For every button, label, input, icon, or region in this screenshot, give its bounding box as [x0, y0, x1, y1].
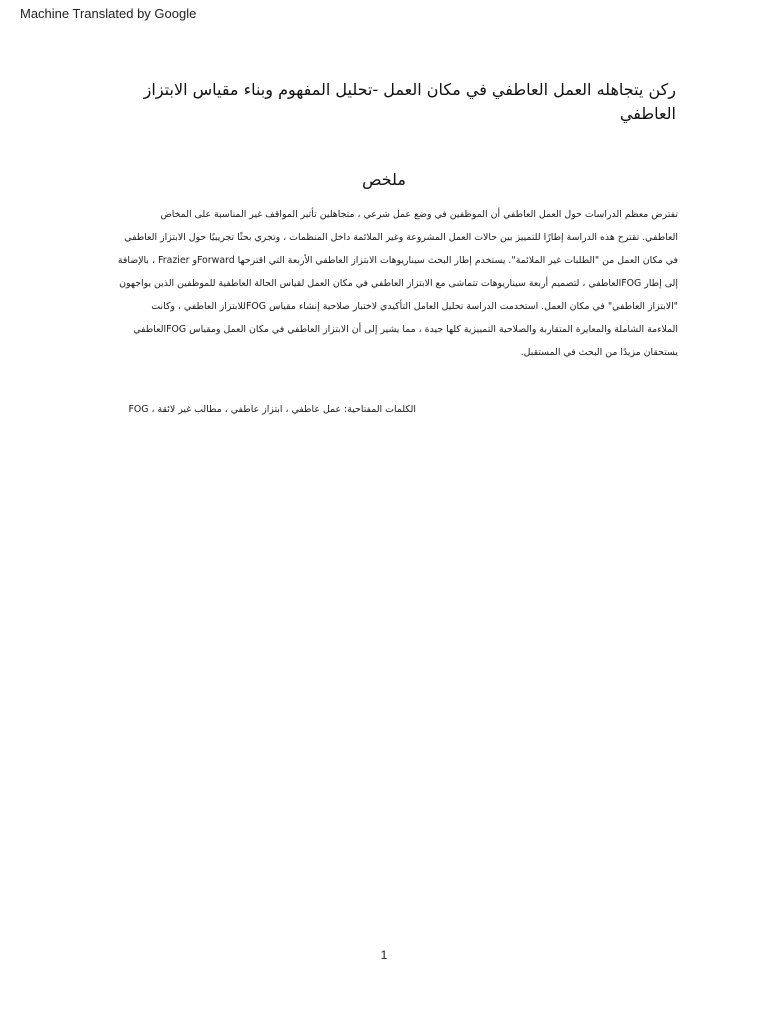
abstract-body [85, 206, 678, 367]
machine-translation-banner: Machine Translated by Google [20, 6, 197, 21]
abstract-line: يستحقان مزيدًا من البحث في المستقبل. [520, 347, 678, 358]
abstract-line: تفترض معظم الدراسات حول العمل العاطفي أن الموظفين في وضع عمل شرعي ، متجاهلين تأثير المواقف غير المناسبة على المخاض [160, 209, 678, 220]
abstract-line: العاطفي. تقترح هذه الدراسة إطارًا للتمييز بين حالات العمل المشروعة وغير الملائمة داخل المنظمات ، وتجري بحثًا تجريبيًا حول الابتزاز العاطفي [124, 232, 678, 243]
abstract-line: "الابتزاز العاطفي" في مكان العمل. استخدمت الدراسة تحليل العامل التأكيدي لاختبار صلاحية إنشاء مقياس FOGللابتزاز العاطفي ، وكانت [151, 301, 678, 312]
abstract-line: في مكان العمل من "الطلبات غير الملائمة". يستخدم إطار البحث سيناريوهات الابتزاز العاطفي الأربعة التي اقترحها Forwardو Frazier ، بالإضافة [117, 255, 678, 266]
title-line-1: ركن يتجاهله العمل العاطفي في مكان العمل -تحليل المفهوم وبناء مقياس الابتزاز [143, 80, 676, 99]
keywords-line: الكلمات المفتاحية: عمل عاطفي ، ابتزاز عاطفي ، مطالب غير لائقة ، FOG [128, 404, 416, 415]
abstract-heading: ملخص [362, 170, 406, 189]
document-title [110, 78, 676, 126]
page-number: 1 [380, 948, 388, 962]
abstract-line: الملاءمة الشاملة والمعايرة المتقاربة والصلاحية التمييزية كلها جيدة ، مما يشير إلى أن الابتزاز العاطفي في مكان العمل ومقياس FOGالعاطفي [133, 324, 678, 335]
title-line-2: العاطفي [619, 104, 676, 123]
abstract-line: إلى إطار FOGالعاطفي ، لتصميم أربعة سيناريوهات تتماشى مع الابتزاز العاطفي في مكان العمل لقياس الحالة العاطفية للموظفين الذين يواجهون [119, 278, 678, 289]
